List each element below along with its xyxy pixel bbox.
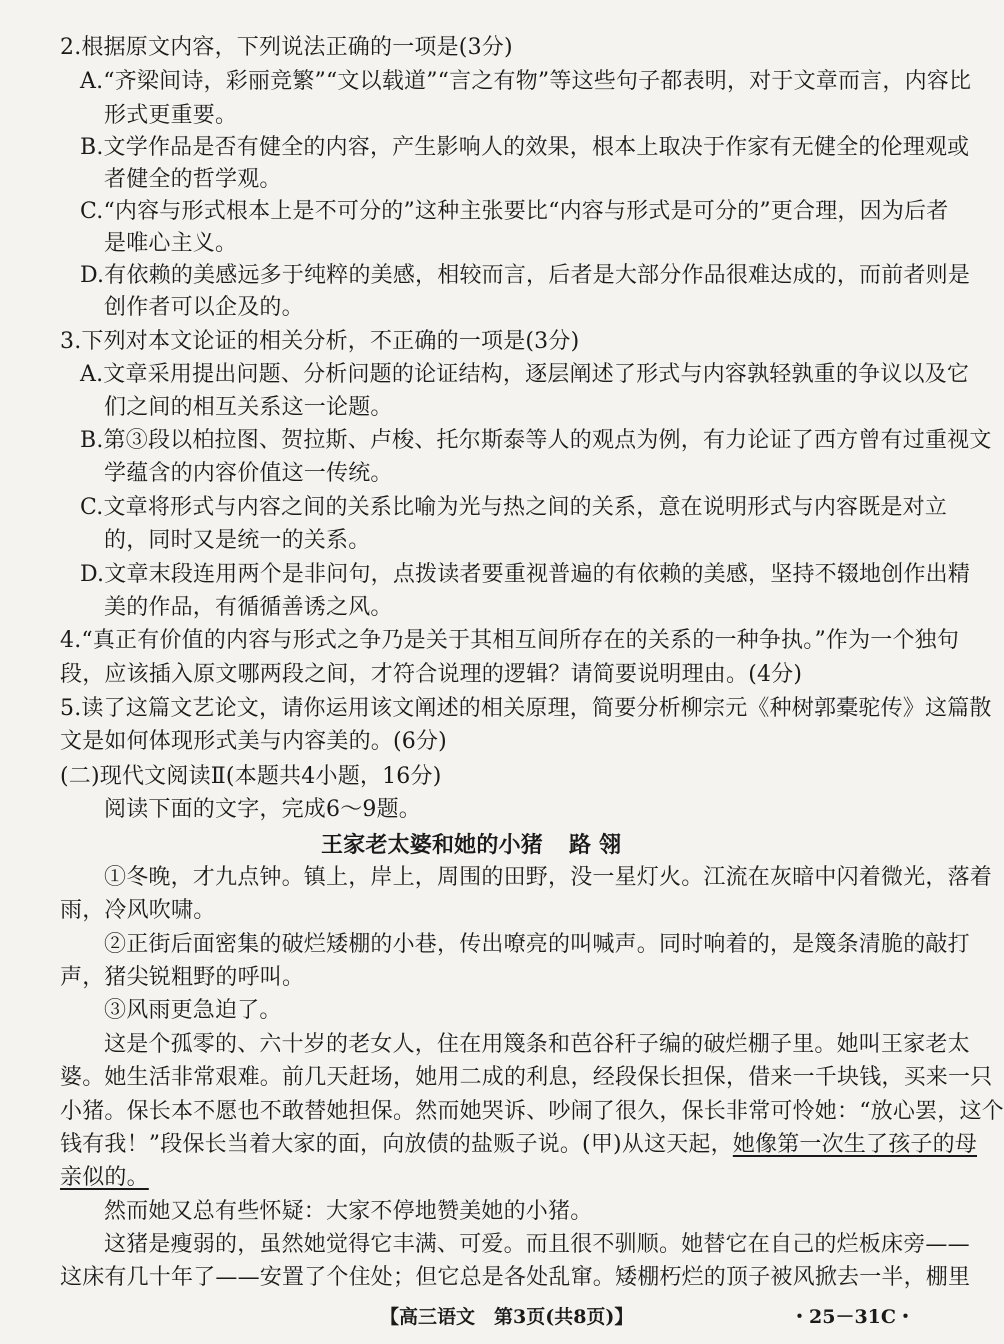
paragraph-4-line-2: 婆。她生活非常艰难。前几天赶场，她用二成的利息，经段保长担保，借来一千块钱，买来一只 [60,1065,993,1090]
q4-stem-cont: 段，应该插入原文哪两段之间，才符合说理的逻辑？请简要说明理由。(4分) [60,662,803,687]
underlined-sentence-jia: 她像第一次生了孩子的母 [732,1132,978,1157]
paragraph-1: ①冬晚，才九点钟。镇上，岸上，周围的田野，没一星灯火。江流在灰暗中闪着微光，落着 [104,865,993,890]
q2-option-c-cont: 是唯心主义。 [104,231,238,256]
q2-option-b-cont: 者健全的哲学观。 [104,167,282,192]
paragraph-4-line-4 [60,1130,977,1160]
passage-title [0,830,950,860]
author-name: 路翎 [569,832,630,858]
paragraph-2: ②正街后面密集的破烂矮棚的小巷，传出嘹亮的叫喊声。同时响着的，是篾条清脆的敲打 [104,932,970,957]
q4-stem: 4.“真正有价值的内容与形式之争乃是关于其相互间所存在的关系的一种争执。”作为一个独句 [60,628,960,653]
q3-option-d: D.文章末段连用两个是非问句，点拨读者要重视普遍的有依赖的美感，坚持不辍地创作出精 [80,562,971,587]
q3-option-c-cont: 的，同时又是统一的关系。 [104,528,371,553]
q2-option-d: D.有依赖的美感远多于纯粹的美感，相较而言，后者是大部分作品很难达成的，而前者则是 [80,263,971,288]
q3-option-b-cont: 学蕴含的内容价值这一传统。 [104,461,393,486]
title-text: 王家老太婆和她的小猪 [320,832,543,858]
q5-stem: 5.读了这篇文艺论文，请你运用该文阐述的相关原理，简要分析柳宗元《种树郭橐驼传》这篇散 [60,696,992,721]
q2-stem: 2.根据原文内容，下列说法正确的一项是(3分) [60,35,513,60]
section-heading: (二)现代文阅读Ⅱ(本题共4小题，16分) [60,764,442,789]
paragraph-4-line-4-text: 钱有我！”段保长当着大家的面，向放债的盐贩子说。(甲)从这天起， [60,1132,733,1157]
paragraph-4-line-5: 亲似的。 [60,1165,149,1190]
q3-option-d-cont: 美的作品，有循循善诱之风。 [104,595,393,620]
q2-option-a-cont: 形式更重要。 [104,103,238,128]
q3-option-a: A.文章采用提出问题、分析问题的论证结构，逐层阐述了形式与内容孰轻孰重的争议以及它 [80,362,970,387]
instruction: 阅读下面的文字，完成6～9题。 [104,797,421,822]
paragraph-6-cont: 这床有几十年了——安置了个住处；但它总是各处乱窜。矮棚朽烂的顶子被风掀去一半，棚里 [60,1265,971,1290]
q3-option-a-cont: 们之间的相互关系这一论题。 [104,395,393,420]
q2-option-c: C.“内容与形式根本上是不可分的”这种主张要比“内容与形式是可分的”更合理，因为后者 [80,199,949,224]
paragraph-2-cont: 声，猪尖锐粗野的呼叫。 [60,965,305,990]
footer-page-info: 【高三语文 第3页(共8页)】 [380,1306,634,1328]
paragraph-1-cont: 雨，冷风吹啸。 [60,898,216,923]
q3-stem: 3.下列对本文论证的相关分析，不正确的一项是(3分) [60,329,580,354]
q3-option-c: C.文章将形式与内容之间的关系比喻为光与热之间的关系，意在说明形式与内容既是对立 [80,495,948,520]
q2-option-d-cont: 创作者可以企及的。 [104,295,304,320]
paragraph-4: 这是个孤零的、六十岁的老女人，住在用篾条和芭谷秆子编的破烂棚子里。她叫王家老太 [104,1032,970,1057]
paragraph-6: 这猪是瘦弱的，虽然她觉得它丰满、可爱。而且很不驯顺。她替它在自己的烂板床旁—— [104,1232,970,1257]
paragraph-5: 然而她又总有些怀疑：大家不停地赞美她的小猪。 [104,1199,593,1224]
paragraph-3: ③风雨更急迫了。 [104,998,282,1023]
paragraph-4-line-3: 小猪。保长本不愿也不敢替她担保。然而她哭诉、吵闹了很久，保长非常可怜她：“放心罢，这个 [60,1099,1004,1124]
q2-option-a: A.“齐梁间诗，彩丽竞繁”“文以载道”“言之有物”等这些句子都表明，对于文章而言，内容比 [80,69,972,94]
footer-code: ・25－31C・ [790,1306,916,1328]
q3-option-b: B.第③段以柏拉图、贺拉斯、卢梭、托尔斯泰等人的观点为例，有力论证了西方曾有过重视文 [80,428,992,453]
q2-option-b: B.文学作品是否有健全的内容，产生影响人的效果，根本上取决于作家有无健全的伦理观或 [80,135,970,160]
q5-stem-cont: 文是如何体现形式美与内容美的。(6分) [60,729,447,754]
